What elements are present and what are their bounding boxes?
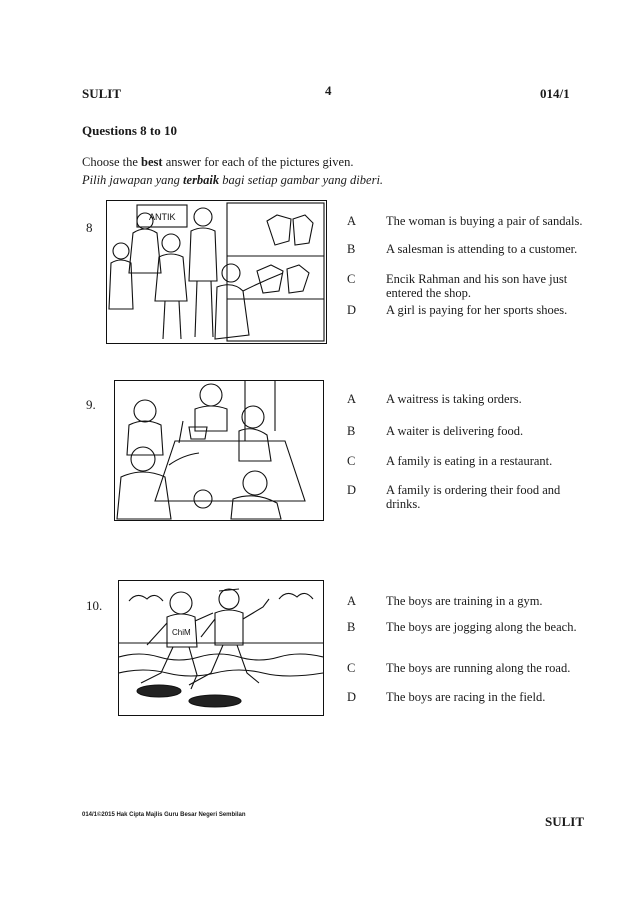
instruction-malay: Pilih jawapan yang terbaik bagi setiap gambar yang diberi.	[82, 173, 384, 187]
question-9-number: 9.	[86, 397, 96, 412]
q10-option-a-letter[interactable]: A	[347, 594, 357, 608]
q8-option-a-text[interactable]: The woman is buying a pair of sandals.	[386, 214, 583, 228]
footer-sulit: SULIT	[545, 814, 585, 829]
paper-code: 014/1	[540, 86, 570, 101]
q9-option-b-letter[interactable]: B	[347, 424, 356, 438]
beach-jogging-illustration	[119, 581, 323, 715]
q9-option-d-text[interactable]: A family is ordering their food and drinks.	[386, 483, 561, 511]
question-10-number: 10.	[86, 598, 103, 613]
q10-option-b-letter[interactable]: B	[347, 620, 356, 634]
svg-text:ChiM: ChiM	[172, 628, 191, 637]
instruction-english: Choose the best answer for each of the pictures given.	[82, 155, 354, 169]
q8-option-d-text[interactable]: A girl is paying for her sports shoes.	[386, 303, 568, 317]
q8-option-c-text[interactable]: Encik Rahman and his son have just entered the shop.	[386, 272, 568, 300]
q8-option-b-text[interactable]: A salesman is attending to a customer.	[386, 242, 578, 256]
page-number: 4	[325, 83, 332, 98]
q8-option-b-letter[interactable]: B	[347, 242, 356, 256]
svg-text:ANTIK: ANTIK	[149, 212, 176, 222]
q9-option-b-text[interactable]: A waiter is delivering food.	[386, 424, 524, 438]
q10-option-c-text[interactable]: The boys are running along the road.	[386, 661, 571, 675]
footer-copyright: 014/1©2015 Hak Cipta Majlis Guru Besar Negeri Sembilan	[82, 812, 246, 818]
q10-option-a-text[interactable]: The boys are training in a gym.	[386, 594, 543, 608]
q10-option-b-text[interactable]: The boys are jogging along the beach.	[386, 620, 577, 634]
q8-option-a-letter[interactable]: A	[347, 214, 357, 228]
question-8-picture	[106, 200, 327, 344]
q10-option-d-text[interactable]: The boys are racing in the field.	[386, 690, 546, 704]
shoe-shop-illustration	[107, 201, 326, 343]
question-10-picture	[118, 580, 324, 716]
question-9-picture	[114, 380, 324, 521]
q9-option-a-letter[interactable]: A	[347, 392, 357, 406]
q8-option-d-letter[interactable]: D	[347, 303, 357, 317]
restaurant-illustration	[115, 381, 323, 520]
question-8-number: 8	[86, 220, 93, 235]
q10-option-d-letter[interactable]: D	[347, 690, 357, 704]
header-sulit: SULIT	[82, 86, 122, 101]
q9-option-c-letter[interactable]: C	[347, 454, 356, 468]
q9-option-c-text[interactable]: A family is eating in a restaurant.	[386, 454, 553, 468]
q9-option-a-text[interactable]: A waitress is taking orders.	[386, 392, 522, 406]
q9-option-d-letter[interactable]: D	[347, 483, 357, 497]
section-title: Questions 8 to 10	[82, 123, 177, 138]
q8-option-c-letter[interactable]: C	[347, 272, 356, 286]
q10-option-c-letter[interactable]: C	[347, 661, 356, 675]
